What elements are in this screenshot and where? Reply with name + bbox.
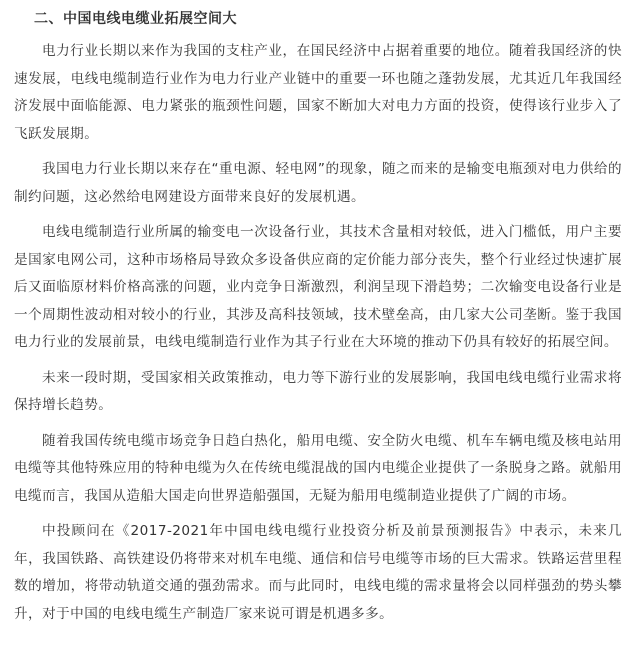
paragraph-4: 未来一段时期，受国家相关政策推动，电力等下游行业的发展影响，我国电线电缆行业需求将保持增长趋势。 — [14, 369, 622, 413]
paragraph-3: 电线电缆制造行业所属的输变电一次设备行业，其技术含量相对较低，进入门槛低，用户主要是国家电网公司，这种市场格局导致众多设备供应商的定价能力部分丧失，整个行业经过快速扩展后又面临原材料价格高涨的问题，业内竞争日渐激烈，利润呈现下滑趋势；二次输变电设备行业是一个周期性波动相对较小的行业，其涉及高科技领域，技术壁垒高，由几家大公司垄断。鉴于我国电力行业的发展前景，电线电缆制造行业作为其子行业在大环境的推动下仍具有较好的拓展空间。 — [14, 224, 622, 350]
paragraph-1: 电力行业长期以来作为我国的支柱产业，在国民经济中占据着重要的地位。随着我国经济的快速发展，电线电缆制造行业作为电力行业产业链中的重要一环也随之蓬勃发展，尤其近几年我国经济发展中面临能源、电力紧张的瓶颈性问题，国家不断加大对电力方面的投资，使得该行业步入了飞跃发展期。 — [14, 43, 622, 142]
paragraph-2: 我国电力行业长期以来存在“重电源、轻电网”的现象，随之而来的是输变电瓶颈对电力供给的制约问题，这必然给电网建设方面带来良好的发展机遇。 — [14, 161, 622, 205]
section-heading: 二、中国电线电缆业拓展空间大 — [34, 11, 237, 27]
paragraph-5: 随着我国传统电缆市场竞争日趋白热化，船用电缆、安全防火电缆、机车车辆电缆及核电站用电缆等其他特殊应用的特种电缆为久在传统电缆混战的国内电缆企业提供了一条脱身之路。就船用电缆而言，我国从造船大国走向世界造船强国，无疑为船用电缆制造业提供了广阔的市场。 — [14, 432, 622, 504]
paragraph-6: 中投顾问在《2017-2021年中国电线电缆行业投资分析及前景预测报告》中表示，未来几年，我国铁路、高铁建设仍将带来对机车电缆、通信和信号电缆等市场的巨大需求。铁路运营里程数的增加，将带动轨道交通的强劲需求。而与此同时，电线电缆的需求量将会以同样强劲的势头攀升，对于中国的电线电缆生产制造厂家来说可谓是机遇多多。 — [14, 523, 622, 622]
